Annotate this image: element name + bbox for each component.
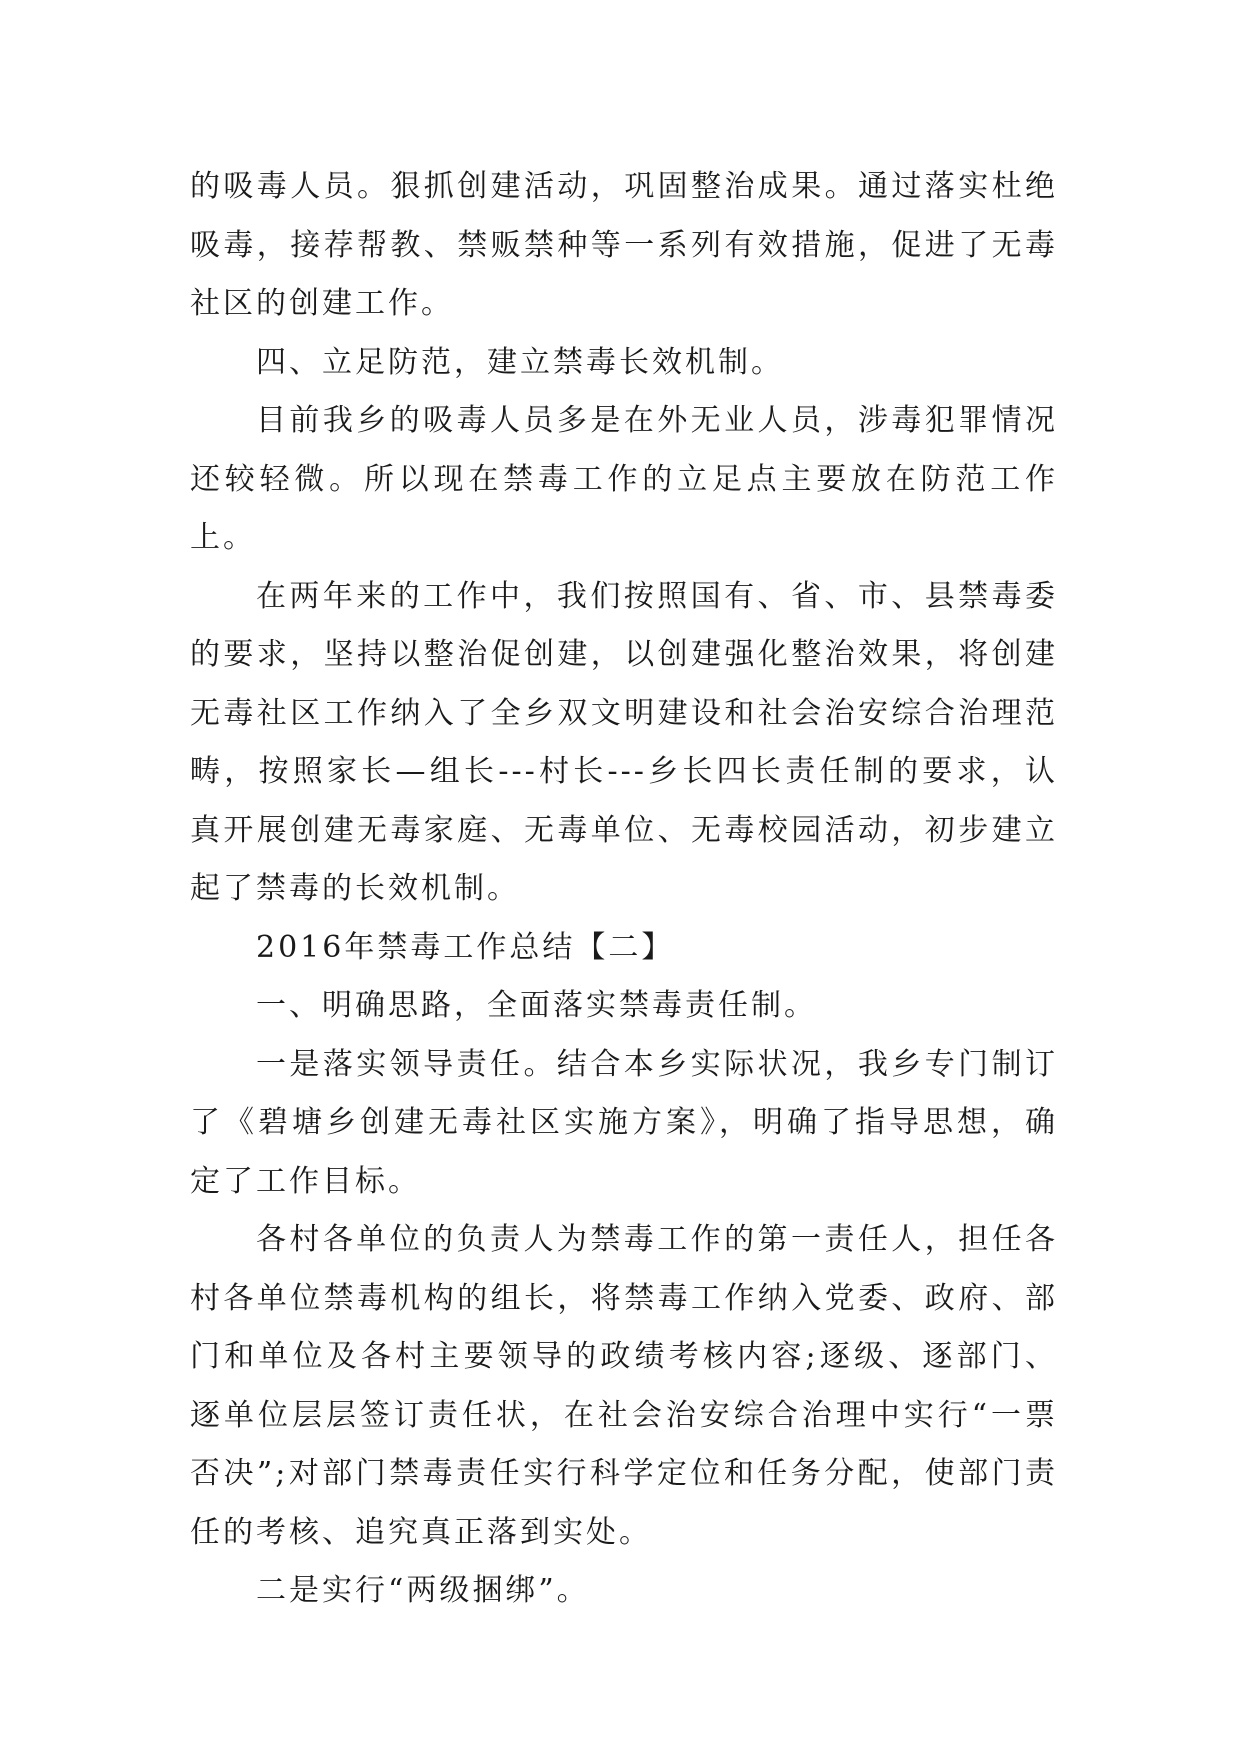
paragraph-responsibility: 各村各单位的负责人为禁毒工作的第一责任人，担任各村各单位禁毒机构的组长，将禁毒工作纳入党委、政府、部门和单位及各村主要领导的政绩考核内容;逐级、逐部门、逐单位层层签订责任状，在社会治安综合治理中实行“一票否决”;对部门禁毒责任实行科学定位和任务分配，使部门责任的考核、追究真正落到实处。 [190,1222,1058,1550]
document-subtitle: 2016年禁毒工作总结【二】 [256,929,675,965]
section-heading-one: 一、明确思路，全面落实禁毒责任制。 [256,988,817,1023]
paragraph-leadership: 一是落实领导责任。结合本乡实际状况，我乡专门制订了《碧塘乡创建无毒社区实施方案》，明确了指导思想，确定了工作目标。 [190,1046,1058,1199]
paragraph-two-years-work: 在两年来的工作中，我们按照国有、省、市、县禁毒委的要求，坚持以整治促创建，以创建强化整治效果，将创建无毒社区工作纳入了全乡双文明建设和社会治安综合治理范畴，按照家长—组长---村长---乡长四长责任制的要求，认真开展创建无毒家庭、无毒单位、无毒校园活动，初步建立起了禁毒的长效机制。 [190,578,1058,906]
paragraph-current-situation: 目前我乡的吸毒人员多是在外无业人员，涉毒犯罪情况还较轻微。所以现在禁毒工作的立足点主要放在防范工作上。 [190,403,1058,555]
section-heading-four: 四、立足防范，建立禁毒长效机制。 [256,344,784,380]
paragraph-two-level-binding: 二是实行“两级捆绑”。 [256,1573,590,1608]
document-body [190,158,1058,1621]
paragraph-continuation: 的吸毒人员。狠抓创建活动，巩固整治成果。通过落实杜绝吸毒，接荐帮教、禁贩禁种等一系列有效措施，促进了无毒社区的创建工作。 [190,169,1058,321]
